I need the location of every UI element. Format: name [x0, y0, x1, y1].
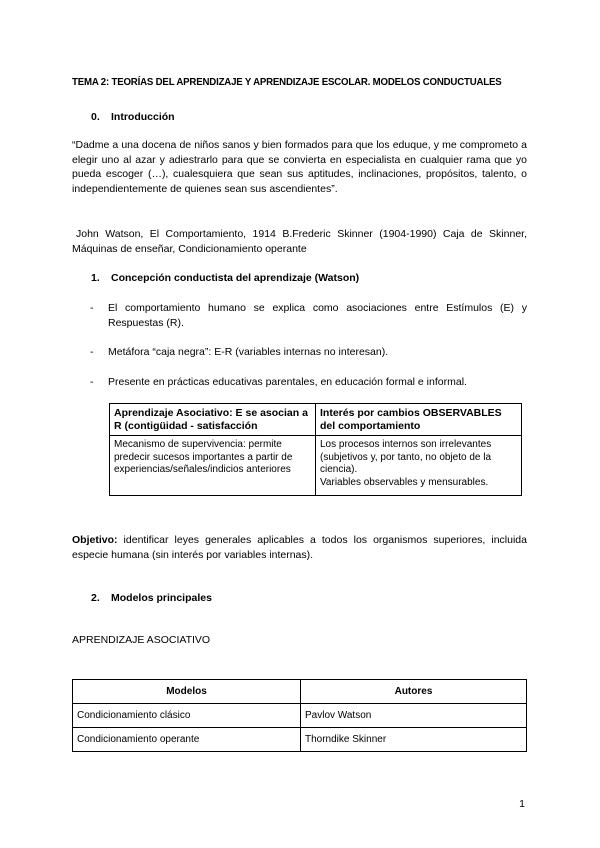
intro-quote: “Dadme a una docena de niños sanos y bien formados para que los eduque, y me comprometo a elegir uno al azar y adiestrarlo para que se convierta en especialista en cualquier rama que yo pueda escoger (…), cualesquiera que sean sus aptitudes, inclinaciones, propósitos, talento, o independientemente de quienes sean sus ascendientes”. — [72, 139, 527, 195]
section-1-heading — [91, 272, 359, 284]
section-0-title: Introducción — [111, 111, 175, 123]
bullet-text: Presente en prácticas educativas parentales, en educación formal e informal. — [108, 376, 467, 388]
table-cell — [316, 436, 522, 496]
table-header-row — [73, 680, 527, 704]
section-0-heading — [91, 111, 175, 123]
table-header-cell: Interés por cambios OBSERVABLES del comportamiento — [316, 404, 522, 436]
models-table — [72, 679, 527, 752]
table-header-cell: Aprendizaje Asociativo: E se asocian a R (contigüidad - satisfacción — [110, 404, 316, 436]
bullet-item — [90, 375, 527, 390]
document-title: TEMA 2: TEORÍAS DEL APRENDIZAJE Y APRENDIZAJE ESCOLAR. MODELOS CONDUCTUALES — [72, 76, 502, 88]
table-header-cell: Modelos — [73, 680, 301, 704]
bullet-text: El comportamiento humano se explica como asociaciones entre Estímulos (E) y Respuestas (R). — [108, 302, 527, 329]
section-2-heading — [91, 592, 212, 604]
section-1-number: 1. — [91, 272, 100, 284]
bullet-dash: - — [90, 376, 94, 388]
section-2-number: 2. — [91, 592, 100, 604]
cell-line: Los procesos internos son irrelevantes (subjetivos y, por tanto, no objeto de la ciencia). — [320, 439, 492, 475]
table-cell: Thorndike Skinner — [301, 728, 527, 752]
table-header-row — [110, 404, 522, 436]
bullet-item — [90, 301, 527, 330]
section-0-number: 0. — [91, 111, 100, 123]
page-number: 1 — [519, 798, 525, 810]
table-cell: Condicionamiento clásico — [73, 704, 301, 728]
objective-label: Objetivo: — [72, 534, 118, 546]
table-row — [73, 728, 527, 752]
bullet-text: Metáfora “caja negra”: E-R (variables internas no interesan). — [108, 346, 389, 358]
table-row — [110, 436, 522, 496]
associative-learning-table — [109, 403, 522, 496]
objective-paragraph — [72, 533, 527, 562]
reference-text: John Watson, El Comportamiento, 1914 B.Frederic Skinner (1904-1990) Caja de Skinner, Máquinas de enseñar, Condicionamiento operante — [72, 228, 527, 255]
bullet-dash: - — [90, 302, 94, 314]
section-1-title: Concepción conductista del aprendizaje (Watson) — [111, 272, 360, 284]
bullet-item — [90, 345, 527, 360]
table-header-cell: Autores — [301, 680, 527, 704]
cell-line: Variables observables y mensurables. — [320, 476, 489, 488]
table-cell: Pavlov Watson — [301, 704, 527, 728]
subheading: APRENDIZAJE ASOCIATIVO — [72, 634, 211, 646]
table-cell: Mecanismo de supervivencia: permite predecir sucesos importantes a partir de experiencias/señales/indicios anteriores — [110, 436, 316, 496]
section-2-title: Modelos principales — [111, 592, 212, 604]
table-row — [73, 704, 527, 728]
objective-text: identificar leyes generales aplicables a todos los organismos superiores, incluida especie humana (sin interés por variables internas). — [72, 534, 527, 561]
bullet-dash: - — [90, 346, 94, 358]
table-cell: Condicionamiento operante — [73, 728, 301, 752]
